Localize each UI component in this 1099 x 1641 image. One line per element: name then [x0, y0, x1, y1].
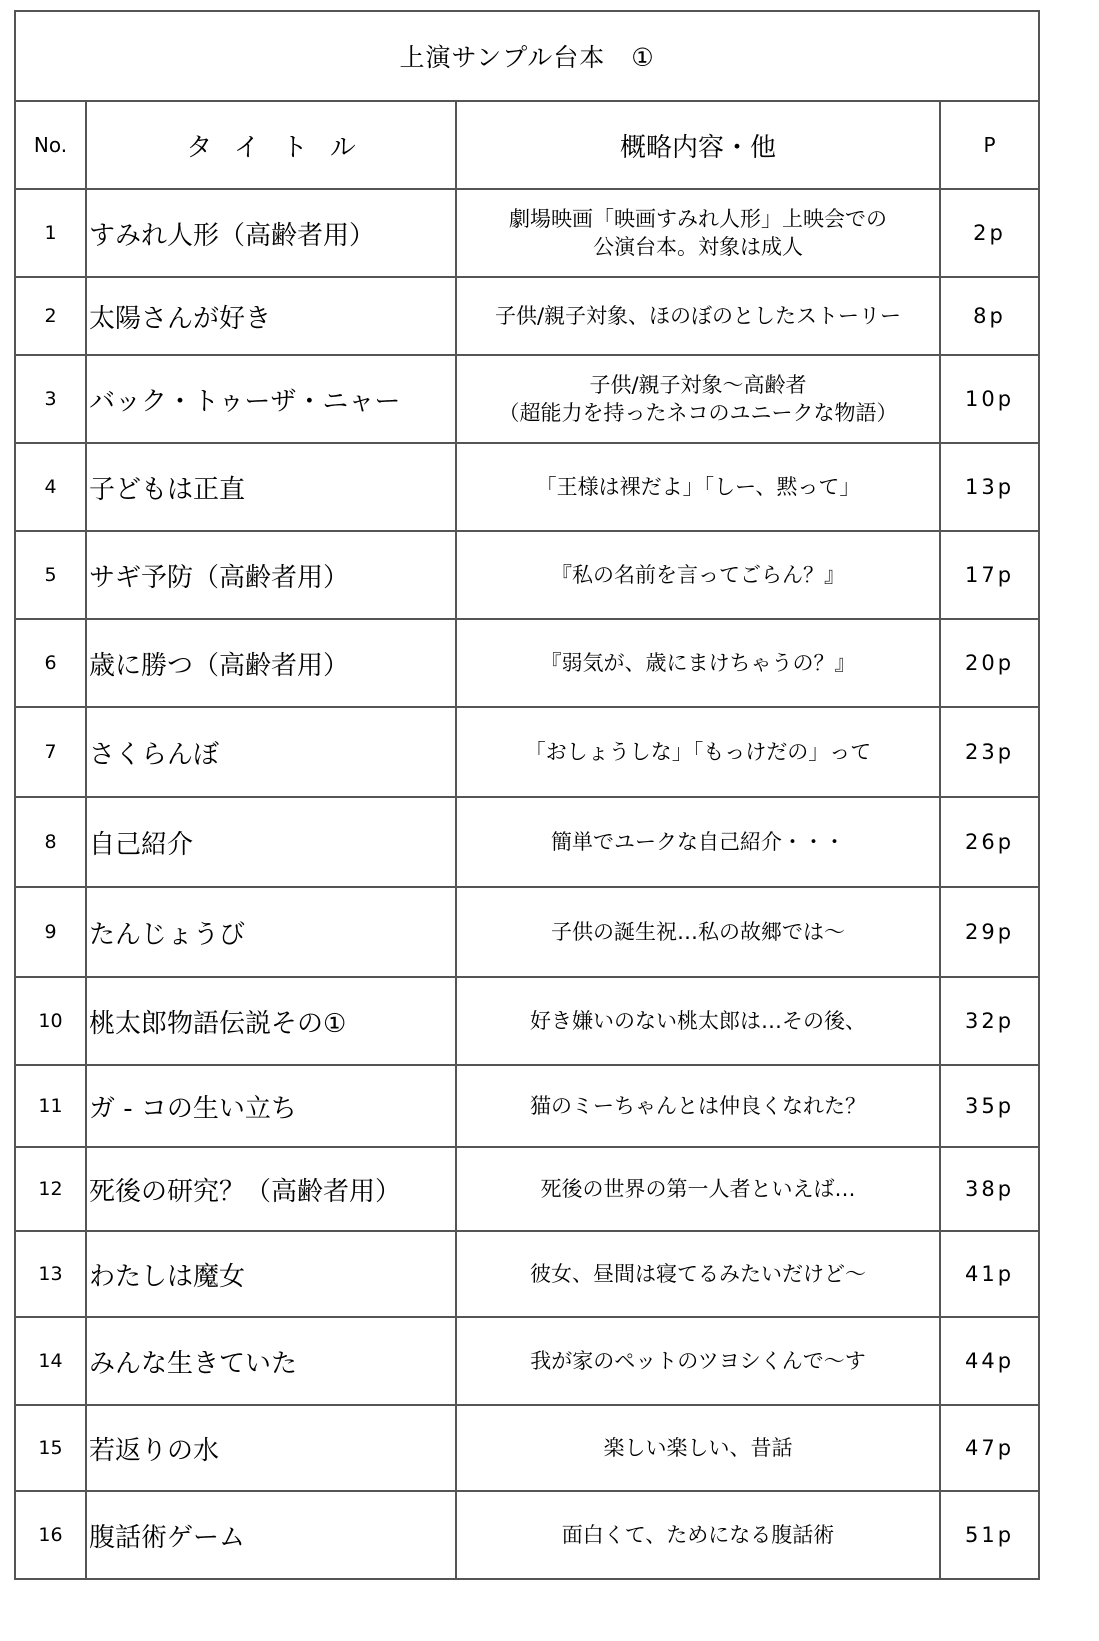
summary-line: 楽しい楽しい、昔話 — [603, 1435, 793, 1460]
table-row — [15, 887, 1039, 977]
page-number: 44p — [940, 1317, 1039, 1405]
script-summary — [456, 1147, 940, 1231]
script-title: みんな生きていた — [86, 1317, 456, 1405]
script-title: すみれ人形（高齢者用） — [86, 189, 456, 277]
summary-line: 公演台本。対象は成人 — [593, 235, 803, 259]
summary-line: 『私の名前を言ってごらん？』 — [551, 562, 845, 587]
summary-line: 我が家のペットのツヨシくんで～す — [530, 1348, 866, 1373]
table-row — [15, 977, 1039, 1065]
row-number: 7 — [15, 707, 86, 797]
column-header-title: タイトル — [86, 101, 456, 189]
script-summary — [456, 619, 940, 707]
script-title: 子どもは正直 — [86, 443, 456, 531]
page-number: 47p — [940, 1405, 1039, 1491]
table-title-row — [15, 11, 1039, 101]
script-list-table — [14, 10, 1040, 1580]
script-summary — [456, 1231, 940, 1317]
script-summary — [456, 1405, 940, 1491]
row-number: 2 — [15, 277, 86, 355]
table-row — [15, 619, 1039, 707]
page-number: 17p — [940, 531, 1039, 619]
page-number: 35p — [940, 1065, 1039, 1147]
table-row — [15, 1065, 1039, 1147]
summary-line: 猫のミーちゃんとは仲良くなれた？ — [530, 1093, 866, 1118]
script-title: 死後の研究？（高齢者用） — [86, 1147, 456, 1231]
row-number: 9 — [15, 887, 86, 977]
summary-line: 「おしょうしな」「もっけだの」って — [524, 739, 872, 764]
script-title: 桃太郎物語伝説その① — [86, 977, 456, 1065]
script-title: たんじょうび — [86, 887, 456, 977]
script-title: バック・トゥーザ・ニャー — [86, 355, 456, 443]
script-summary — [456, 1317, 940, 1405]
row-number: 1 — [15, 189, 86, 277]
summary-line: 簡単でユークな自己紹介・・・ — [551, 829, 845, 854]
row-number: 8 — [15, 797, 86, 887]
script-title: 若返りの水 — [86, 1405, 456, 1491]
row-number: 10 — [15, 977, 86, 1065]
summary-line: 彼女、昼間は寝てるみたいだけど～ — [530, 1261, 866, 1286]
summary-line: 好き嫌いのない桃太郎は…その後、 — [530, 1008, 866, 1033]
script-summary — [456, 707, 940, 797]
summary-line: 劇場映画「映画すみれ人形」上映会での — [509, 206, 887, 231]
script-summary — [456, 797, 940, 887]
script-summary — [456, 1065, 940, 1147]
script-summary — [456, 1491, 940, 1579]
summary-line: 子供/親子対象、ほのぼのとしたストーリー — [494, 303, 902, 328]
table-row — [15, 1491, 1039, 1579]
table-row — [15, 797, 1039, 887]
row-number: 5 — [15, 531, 86, 619]
column-header-no: No. — [15, 101, 86, 189]
row-number: 16 — [15, 1491, 86, 1579]
row-number: 12 — [15, 1147, 86, 1231]
summary-line: 『弱気が、歳にまけちゃうの？』 — [540, 650, 856, 675]
summary-line: 面白くて、ためになる腹話術 — [561, 1522, 835, 1547]
script-summary — [456, 887, 940, 977]
script-summary — [456, 189, 940, 277]
table-row — [15, 189, 1039, 277]
row-number: 3 — [15, 355, 86, 443]
table-row — [15, 1231, 1039, 1317]
script-summary — [456, 277, 940, 355]
summary-line: 「王様は裸だよ」「しー、黙って」 — [535, 474, 861, 499]
script-title: 歳に勝つ（高齢者用） — [86, 619, 456, 707]
row-number: 4 — [15, 443, 86, 531]
row-number: 6 — [15, 619, 86, 707]
script-title: さくらんぼ — [86, 707, 456, 797]
page-number: 8p — [940, 277, 1039, 355]
page-number: 38p — [940, 1147, 1039, 1231]
table-row — [15, 277, 1039, 355]
script-title: サギ予防（高齢者用） — [86, 531, 456, 619]
script-title: 腹話術ゲーム — [86, 1491, 456, 1579]
script-title: 太陽さんが好き — [86, 277, 456, 355]
script-title: ガ - コの生い立ち — [86, 1065, 456, 1147]
script-summary — [456, 531, 940, 619]
table-title: 上演サンプル台本 ① — [15, 11, 1039, 101]
table-header-row — [15, 101, 1039, 189]
summary-line: 死後の世界の第一人者といえば… — [540, 1176, 856, 1201]
summary-line: 子供の誕生祝…私の故郷では～ — [551, 919, 845, 944]
page-number: 32p — [940, 977, 1039, 1065]
script-summary — [456, 977, 940, 1065]
column-header-summary: 概略内容・他 — [456, 101, 940, 189]
page-number: 10p — [940, 355, 1039, 443]
page-number: 51p — [940, 1491, 1039, 1579]
table-row — [15, 355, 1039, 443]
page-number: 2p — [940, 189, 1039, 277]
page-number: 20p — [940, 619, 1039, 707]
row-number: 15 — [15, 1405, 86, 1491]
summary-line: （超能力を持ったネコのユニークな物語） — [498, 401, 898, 425]
row-number: 13 — [15, 1231, 86, 1317]
table-row — [15, 1405, 1039, 1491]
page-number: 29p — [940, 887, 1039, 977]
table-row — [15, 1317, 1039, 1405]
script-title: 自己紹介 — [86, 797, 456, 887]
table-row — [15, 531, 1039, 619]
table-row — [15, 707, 1039, 797]
summary-line: 子供/親子対象～高齢者 — [589, 372, 807, 397]
table-row — [15, 443, 1039, 531]
column-header-page: P — [940, 101, 1039, 189]
page-number: 26p — [940, 797, 1039, 887]
table-row — [15, 1147, 1039, 1231]
script-summary — [456, 355, 940, 443]
row-number: 14 — [15, 1317, 86, 1405]
row-number: 11 — [15, 1065, 86, 1147]
page-number: 13p — [940, 443, 1039, 531]
page-number: 23p — [940, 707, 1039, 797]
script-title: わたしは魔女 — [86, 1231, 456, 1317]
script-summary — [456, 443, 940, 531]
page-number: 41p — [940, 1231, 1039, 1317]
